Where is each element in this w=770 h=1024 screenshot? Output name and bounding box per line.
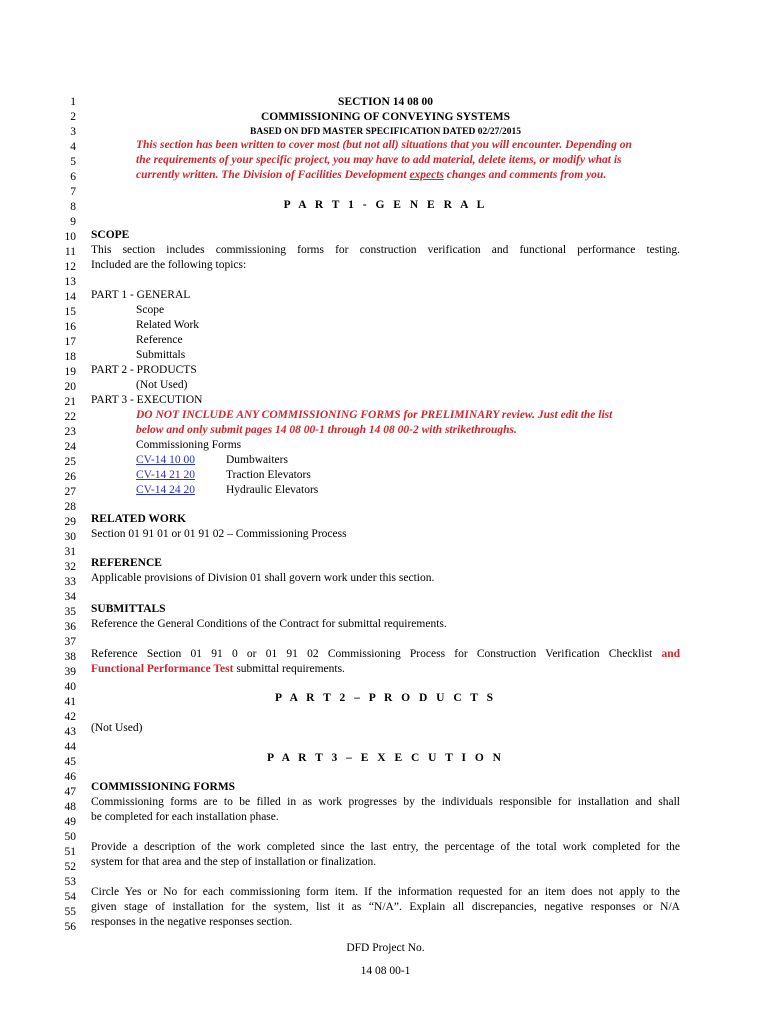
line-number: 49 [64,816,76,828]
based-on-line: BASED ON DFD MASTER SPECIFICATION DATED 02/27/2015 [250,127,521,137]
editor-note-line-2: the requirements of your specific project, you may have to add material, delete items, or modify what is [136,154,622,166]
paragraph-3-line-3: responses in the negative responses section. [91,916,293,928]
part-3-heading: P A R T 3 – E X E C U T I O N [267,752,504,764]
line-number: 26 [64,471,76,483]
toc-not-used: (Not Used) [136,379,188,391]
toc-reference: Reference [136,334,183,346]
line-number: 28 [64,501,76,513]
line-number: 30 [64,531,76,543]
line-number: 10 [64,231,76,243]
line-number: 38 [64,651,76,663]
toc-part-1: PART 1 - GENERAL [91,289,191,301]
form-name: Traction Elevators [226,469,311,481]
line-number: 43 [64,726,76,738]
editor-note-line-3 [136,168,725,183]
line-number: 11 [64,246,76,258]
line-number: 21 [64,396,76,408]
line-number: 16 [64,321,76,333]
line-number: 37 [64,636,76,648]
form-row [136,483,725,498]
section-title: SECTION 14 08 00 [338,96,433,108]
line-number: 15 [64,306,76,318]
line-number: 20 [64,381,76,393]
line-number: 33 [64,576,76,588]
line-number: 14 [64,291,76,303]
scope-text-line-1: This section includes commissioning forms for construction verification and functional performance testing. [91,244,680,256]
form-link[interactable]: CV-14 21 20 [136,469,195,481]
paragraph-1-line-2: be completed for each installation phase. [91,811,279,823]
line-number: 6 [70,171,76,183]
line-number: 1 [70,96,76,108]
line-number: 45 [64,756,76,768]
line-number: 29 [64,516,76,528]
submittals-added-text: and [661,648,680,660]
paragraph-3-line-1: Circle Yes or No for each commissioning form item. If the information requested for an item does not apply to the [91,886,680,898]
part-1-heading: P A R T 1 - G E N E R A L [283,199,488,211]
line-number: 13 [64,276,76,288]
related-work-heading: RELATED WORK [91,513,187,525]
commissioning-forms-heading: COMMISSIONING FORMS [91,781,236,793]
reference-text: Applicable provisions of Division 01 shall govern work under this section. [91,572,435,584]
toc-commissioning-forms: Commissioning Forms [136,439,242,451]
part-2-text: (Not Used) [91,722,143,734]
editor-note-text: changes and comments from you. [443,169,607,181]
submittals-heading: SUBMITTALS [91,603,166,615]
paragraph-2-line-2: system for that area and the step of installation or finalization. [91,856,377,868]
line-number: 52 [64,861,76,873]
line-number: 46 [64,771,76,783]
submittals-text-1: Reference the General Conditions of the Contract for submittal requirements. [91,618,447,630]
line-number: 54 [64,891,76,903]
toc-submittals: Submittals [136,349,186,361]
paragraph-2-line-1: Provide a description of the work completed since the last entry, the percentage of the total work completed for the [91,841,680,853]
section-subtitle: COMMISSIONING OF CONVEYING SYSTEMS [260,111,511,123]
scope-text-line-2: Included are the following topics: [91,259,247,271]
line-number: 17 [64,336,76,348]
reference-heading: REFERENCE [91,557,162,569]
line-number: 31 [64,546,76,558]
line-number: 47 [64,786,76,798]
line-number: 48 [64,801,76,813]
paragraph-3-line-2: given stage of installation for the system, list it as “N/A”. Explain all discrepancies, negative responses or N/A [91,901,680,913]
toc-scope: Scope [136,304,165,316]
line-number: 39 [64,666,76,678]
part-2-heading: P A R T 2 – P R O D U C T S [274,692,497,704]
toc-related-work: Related Work [136,319,200,331]
line-number: 24 [64,441,76,453]
footer-page-number: 14 08 00-1 [360,965,411,977]
submittals-text-2-line-1 [91,647,680,662]
form-row [136,453,725,468]
line-number: 36 [64,621,76,633]
line-number: 9 [70,216,76,228]
line-number: 35 [64,606,76,618]
form-name: Dumbwaiters [226,454,288,466]
warning-line-2: below and only submit pages 14 08 00-1 through 14 08 00-2 with strikethroughs. [136,424,517,436]
editor-note-line-1: This section has been written to cover most (but not all) situations that you will encounter. Depending on [136,139,632,151]
form-name: Hydraulic Elevators [226,484,319,496]
line-number: 25 [64,456,76,468]
line-number: 32 [64,561,76,573]
warning-line-1: DO NOT INCLUDE ANY COMMISSIONING FORMS for PRELIMINARY review. Just edit the list [136,409,613,421]
toc-part-2: PART 2 - PRODUCTS [91,364,197,376]
line-number: 41 [64,696,76,708]
line-number: 12 [64,261,76,273]
editor-note-emphasis: expects [409,169,444,181]
line-number: 18 [64,351,76,363]
paragraph-1-line-1: Commissioning forms are to be filled in as work progresses by the individuals responsible for installation and shall [91,796,680,808]
line-number: 4 [70,141,76,153]
form-link[interactable]: CV-14 24 20 [136,484,195,496]
form-link[interactable]: CV-14 10 00 [136,454,195,466]
line-number: 42 [64,711,76,723]
form-row [136,468,725,483]
line-number: 5 [70,156,76,168]
line-number: 23 [64,426,76,438]
line-number: 27 [64,486,76,498]
line-number: 34 [64,591,76,603]
line-number: 40 [64,681,76,693]
line-number: 44 [64,741,76,753]
submittals-added-text: Functional Performance Test [91,663,234,675]
scope-heading: SCOPE [91,229,130,241]
line-number: 50 [64,831,76,843]
line-number: 2 [70,111,76,123]
line-number: 8 [70,201,76,213]
line-number: 56 [64,921,76,933]
line-number: 51 [64,846,76,858]
line-number: 22 [64,411,76,423]
submittals-text-2-line-2 [91,662,680,677]
submittals-text: Reference Section 01 91 0 or 01 91 02 Commissioning Process for Construction Verification Checklist [91,648,662,660]
line-number: 7 [70,186,76,198]
editor-note-text: currently written. The Division of Facilities Development [136,169,410,181]
line-number: 3 [70,126,76,138]
footer-project-label: DFD Project No. [346,942,425,954]
line-number: 53 [64,876,76,888]
line-number: 19 [64,366,76,378]
related-work-text: Section 01 91 01 or 01 91 02 – Commissioning Process [91,528,347,540]
toc-part-3: PART 3 - EXECUTION [91,394,203,406]
line-number: 55 [64,906,76,918]
submittals-text: submittal requirements. [233,663,345,675]
